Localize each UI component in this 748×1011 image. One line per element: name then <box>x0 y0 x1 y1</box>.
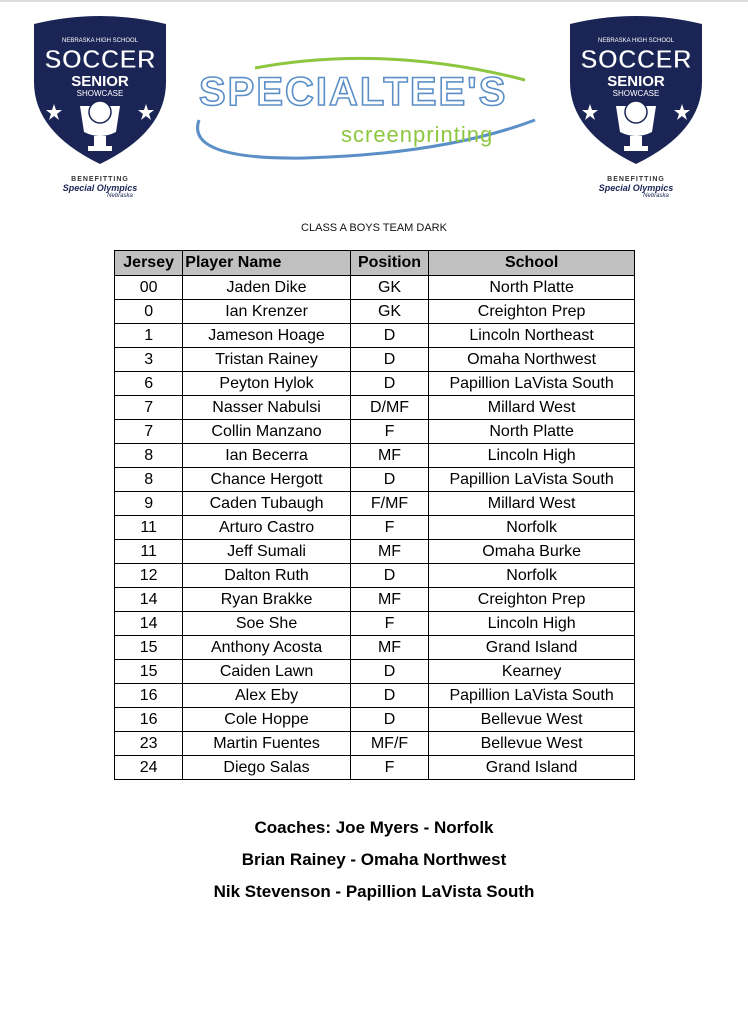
logo-word-soccer: SOCCER <box>580 44 692 74</box>
position-cell: D <box>350 660 428 684</box>
position-cell: MF <box>350 540 428 564</box>
player-name-cell: Anthony Acosta <box>183 636 351 660</box>
player-name-cell: Arturo Castro <box>183 516 351 540</box>
coaches-line-2: Brian Rainey - Omaha Northwest <box>241 850 507 869</box>
table-row <box>115 732 635 756</box>
table-row <box>115 468 635 492</box>
showcase-logo-right <box>556 12 716 208</box>
logo-word-soccer: SOCCER <box>44 44 156 74</box>
school-cell: Omaha Burke <box>429 540 635 564</box>
jersey-cell: 15 <box>115 636 183 660</box>
school-cell: Papillion LaVista South <box>429 372 635 396</box>
school-cell: Bellevue West <box>429 708 635 732</box>
player-name-cell: Nasser Nabulsi <box>183 396 351 420</box>
position-cell: D <box>350 468 428 492</box>
coaches-line-1: Coaches: Joe Myers - Norfolk <box>254 818 494 837</box>
jersey-cell: 12 <box>115 564 183 588</box>
table-row <box>115 708 635 732</box>
jersey-cell: 23 <box>115 732 183 756</box>
position-cell: D <box>350 564 428 588</box>
top-border <box>0 0 748 2</box>
benefit-block <box>20 176 180 199</box>
player-name-cell: Ian Krenzer <box>183 300 351 324</box>
jersey-cell: 1 <box>115 324 183 348</box>
player-name-cell: Ian Becerra <box>183 444 351 468</box>
sponsor-name: SPECIALTEE'S <box>199 70 508 114</box>
player-name-cell: Cole Hoppe <box>183 708 351 732</box>
school-cell: Lincoln High <box>429 612 635 636</box>
position-cell: D <box>350 324 428 348</box>
player-name-cell: Caden Tubaugh <box>183 492 351 516</box>
position-cell: GK <box>350 300 428 324</box>
position-cell: MF/F <box>350 732 428 756</box>
player-name-cell: Martin Fuentes <box>183 732 351 756</box>
logo-org-line: NEBRASKA HIGH SCHOOL <box>61 38 139 44</box>
shield-icon <box>20 12 180 172</box>
table-row <box>115 420 635 444</box>
position-cell: F/MF <box>350 492 428 516</box>
jersey-cell: 0 <box>115 300 183 324</box>
player-name-cell: Dalton Ruth <box>183 564 351 588</box>
jersey-cell: 15 <box>115 660 183 684</box>
shield-icon <box>556 12 716 172</box>
benefit-state: Nebraska <box>643 193 669 199</box>
position-cell: MF <box>350 444 428 468</box>
school-cell: North Platte <box>429 276 635 300</box>
page-title: CLASS A BOYS TEAM DARK <box>301 222 447 234</box>
player-name-cell: Peyton Hylok <box>183 372 351 396</box>
table-row <box>115 324 635 348</box>
player-name-cell: Ryan Brakke <box>183 588 351 612</box>
table-row <box>115 396 635 420</box>
jersey-cell: 16 <box>115 684 183 708</box>
jersey-cell: 14 <box>115 588 183 612</box>
sponsor-tagline: screenprinting <box>341 122 494 147</box>
table-row <box>115 492 635 516</box>
school-cell: Bellevue West <box>429 732 635 756</box>
school-cell: Creighton Prep <box>429 300 635 324</box>
table-row <box>115 348 635 372</box>
jersey-cell: 3 <box>115 348 183 372</box>
table-row <box>115 540 635 564</box>
header-position: Position <box>350 251 428 276</box>
logo-word-senior: SENIOR <box>607 73 665 90</box>
jersey-cell: 8 <box>115 468 183 492</box>
table-row <box>115 564 635 588</box>
logo-word-showcase: SHOWCASE <box>612 89 660 98</box>
jersey-cell: 8 <box>115 444 183 468</box>
jersey-cell: 7 <box>115 396 183 420</box>
benefit-label: BENEFITTING <box>71 176 129 183</box>
jersey-cell: 11 <box>115 540 183 564</box>
position-cell: D <box>350 684 428 708</box>
sponsor-logo <box>185 50 555 170</box>
jersey-cell: 00 <box>115 276 183 300</box>
player-name-cell: Jeff Sumali <box>183 540 351 564</box>
school-cell: Lincoln High <box>429 444 635 468</box>
jersey-cell: 7 <box>115 420 183 444</box>
position-cell: D <box>350 372 428 396</box>
table-row <box>115 372 635 396</box>
table-row <box>115 612 635 636</box>
jersey-cell: 14 <box>115 612 183 636</box>
school-cell: Millard West <box>429 492 635 516</box>
position-cell: F <box>350 756 428 780</box>
player-name-cell: Caiden Lawn <box>183 660 351 684</box>
table-row <box>115 684 635 708</box>
position-cell: MF <box>350 588 428 612</box>
position-cell: MF <box>350 636 428 660</box>
header-school: School <box>429 251 635 276</box>
benefit-state: Nebraska <box>107 193 133 199</box>
player-name-cell: Diego Salas <box>183 756 351 780</box>
position-cell: GK <box>350 276 428 300</box>
position-cell: D/MF <box>350 396 428 420</box>
soccer-ball-icon <box>89 101 111 123</box>
logo-word-senior: SENIOR <box>71 73 129 90</box>
table-row <box>115 300 635 324</box>
position-cell: D <box>350 708 428 732</box>
position-cell: F <box>350 516 428 540</box>
school-cell: Omaha Northwest <box>429 348 635 372</box>
position-cell: F <box>350 420 428 444</box>
player-name-cell: Soe She <box>183 612 351 636</box>
roster-table <box>114 250 635 780</box>
logo-word-showcase: SHOWCASE <box>76 89 124 98</box>
soccer-ball-icon <box>625 101 647 123</box>
table-row <box>115 636 635 660</box>
player-name-cell: Chance Hergott <box>183 468 351 492</box>
table-row <box>115 756 635 780</box>
player-name-cell: Jameson Hoage <box>183 324 351 348</box>
benefit-org: Special Olympics <box>598 183 674 193</box>
school-cell: Norfolk <box>429 564 635 588</box>
header-jersey: Jersey <box>115 251 183 276</box>
showcase-logo-left <box>20 12 180 208</box>
school-cell: Norfolk <box>429 516 635 540</box>
logo-org-line: NEBRASKA HIGH SCHOOL <box>597 38 675 44</box>
school-cell: Papillion LaVista South <box>429 684 635 708</box>
school-cell: Papillion LaVista South <box>429 468 635 492</box>
roster-body <box>115 276 635 780</box>
table-row <box>115 276 635 300</box>
benefit-block <box>556 176 716 199</box>
coaches-line-3: Nik Stevenson - Papillion LaVista South <box>213 882 535 901</box>
table-header-row <box>115 251 635 276</box>
school-cell: Grand Island <box>429 756 635 780</box>
jersey-cell: 11 <box>115 516 183 540</box>
jersey-cell: 16 <box>115 708 183 732</box>
player-name-cell: Jaden Dike <box>183 276 351 300</box>
player-name-cell: Tristan Rainey <box>183 348 351 372</box>
table-row <box>115 660 635 684</box>
player-name-cell: Collin Manzano <box>183 420 351 444</box>
jersey-cell: 24 <box>115 756 183 780</box>
school-cell: Creighton Prep <box>429 588 635 612</box>
position-cell: D <box>350 348 428 372</box>
header-player-name: Player Name <box>183 251 351 276</box>
player-name-cell: Alex Eby <box>183 684 351 708</box>
benefit-label: BENEFITTING <box>607 176 665 183</box>
table-row <box>115 588 635 612</box>
table-row <box>115 444 635 468</box>
school-cell: Kearney <box>429 660 635 684</box>
benefit-org: Special Olympics <box>62 183 138 193</box>
school-cell: Lincoln Northeast <box>429 324 635 348</box>
school-cell: North Platte <box>429 420 635 444</box>
school-cell: Millard West <box>429 396 635 420</box>
school-cell: Grand Island <box>429 636 635 660</box>
table-row <box>115 516 635 540</box>
jersey-cell: 6 <box>115 372 183 396</box>
jersey-cell: 9 <box>115 492 183 516</box>
position-cell: F <box>350 612 428 636</box>
